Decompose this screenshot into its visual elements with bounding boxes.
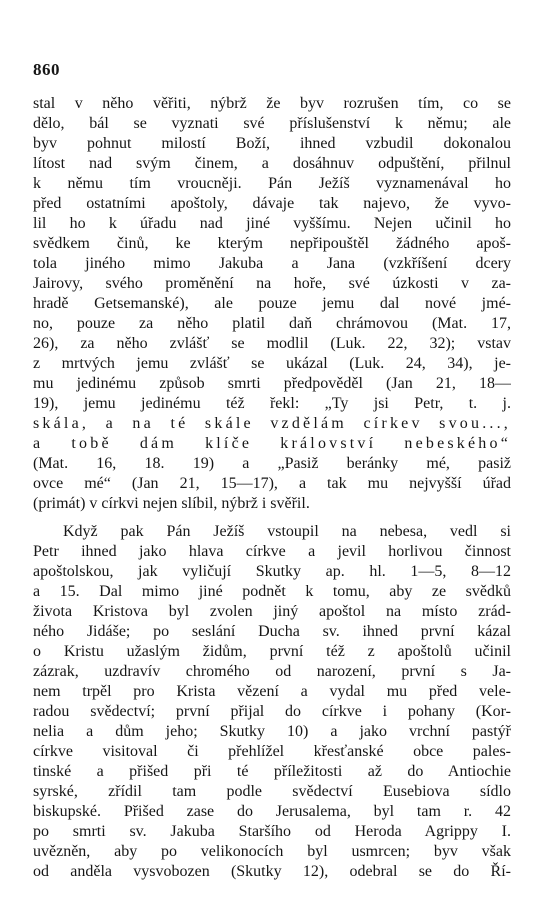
text-line: o Kristu užaslým židům, první též z apoštolů učinil [33, 643, 511, 660]
text-line: dělo, bál se vyznati své příslušenství k němu; ale [33, 115, 511, 132]
text-line: zázrak, uzdravív chromého od narození, první s Ja- [33, 663, 511, 680]
text-line: z mrtvých jemu zvlášť se ukázal (Luk. 24, 34), je- [33, 355, 511, 372]
text-line: (Mat. 16, 18. 19) a „Pasiž beránky mé, pasiž [33, 455, 511, 472]
text-line: radou svědectví; první přijal do církve i pohany (Kor- [33, 703, 511, 720]
text-line: tola jiného mimo Jakuba a Jana (vzkříšení dcery [33, 255, 511, 272]
text-line: svědkem činů, ke kterým nepřipouštěl žádného apoš- [33, 235, 511, 252]
text-line: od anděla vysvobozen (Skutky 12), odebral se do Ří- [33, 863, 511, 880]
text-line-spaced: a tobě dám klíče království nebeského“ [33, 435, 511, 452]
text-line: (primát) v církvi nejen slíbil, nýbrž i svěřil. [33, 495, 310, 512]
text-line-spaced: skála, a na té skále vzdělám církev svou..., [33, 415, 511, 432]
text-line: a 15. Dal mimo jiné podnět k tomu, aby ze svědků [33, 583, 511, 600]
text-line: po smrti sv. Jakuba Staršího od Heroda Agrippy I. [33, 823, 511, 840]
text-line: biskupské. Přišed zase do Jerusalema, byl tam r. 42 [33, 803, 511, 820]
paragraph-1 [33, 94, 511, 514]
text-line: hradě Getsemanské), ale pouze jemu dal nové jmé- [33, 295, 511, 312]
text-line: 26), za něho zvlášť se modlil (Luk. 22, 32); vstav [33, 335, 511, 352]
text-line: mu jedinému způsob smrti předpověděl (Jan 21, 18— [33, 375, 511, 392]
text-line: církve visitoval či přehlížel křesťanské obce pales- [33, 743, 511, 760]
text-line: ného Jidáše; po seslání Ducha sv. ihned první kázal [33, 623, 511, 640]
text-line: k němu tím vroucněji. Pán Ježíš vyznamenával ho [33, 175, 511, 192]
text-line: ovce mé“ (Jan 21, 15—17), a tak mu nejvyšší úřad [33, 475, 511, 492]
text-line: no, pouze za něho platil daň chrámovou (Mat. 17, [33, 315, 511, 332]
text-line: života Kristova byl zvolen jiný apoštol na místo zrád- [33, 603, 511, 620]
text-line: syrské, zřídil tam podle svědectví Eusebiova sídlo [33, 783, 511, 800]
text-line: stal v něho věřiti, nýbrž že byv rozrušen tím, co se [33, 95, 511, 112]
text-line: byv pohnut milostí Boží, ihned vzbudil dokonalou [33, 135, 511, 152]
text-line: 19), jemu jedinému též řekl: „Ty jsi Petr, t. j. [33, 395, 511, 412]
paragraph-gap [33, 514, 511, 522]
text-line: před ostatními apoštoly, dávaje tak najevo, že vyvo- [33, 195, 511, 212]
paragraph-2 [33, 522, 511, 882]
text-line: Když pak Pán Ježíš vstoupil na nebesa, vedl si [63, 523, 511, 540]
text-line: Jairovy, svého proměnění na hoře, své úzkosti v za- [33, 275, 511, 292]
page-number: 860 [33, 60, 60, 79]
text-line: uvězněn, aby po velikonocích byl usmrcen; byv však [33, 843, 511, 860]
text-line: lil ho k úřadu nad jiné vyššímu. Nejen učinil ho [33, 215, 511, 232]
text-line: apoštolskou, jak vyličují Skutky ap. hl. 1—5, 8—12 [33, 563, 511, 580]
text-line: Petr ihned jako hlava církve a jevil horlivou činnost [33, 543, 511, 560]
text-line: nelia a dům jeho; Skutky 10) a jako vrchní pastýř [33, 723, 511, 740]
text-line: tinské a přišed při té příležitosti až do Antiochie [33, 763, 511, 780]
body-text [33, 94, 511, 882]
text-line: lítost nad svým činem, a dosáhnuv odpuštění, přilnul [33, 155, 511, 172]
text-line: nem trpěl pro Krista vězení a vydal mu před vele- [33, 683, 511, 700]
